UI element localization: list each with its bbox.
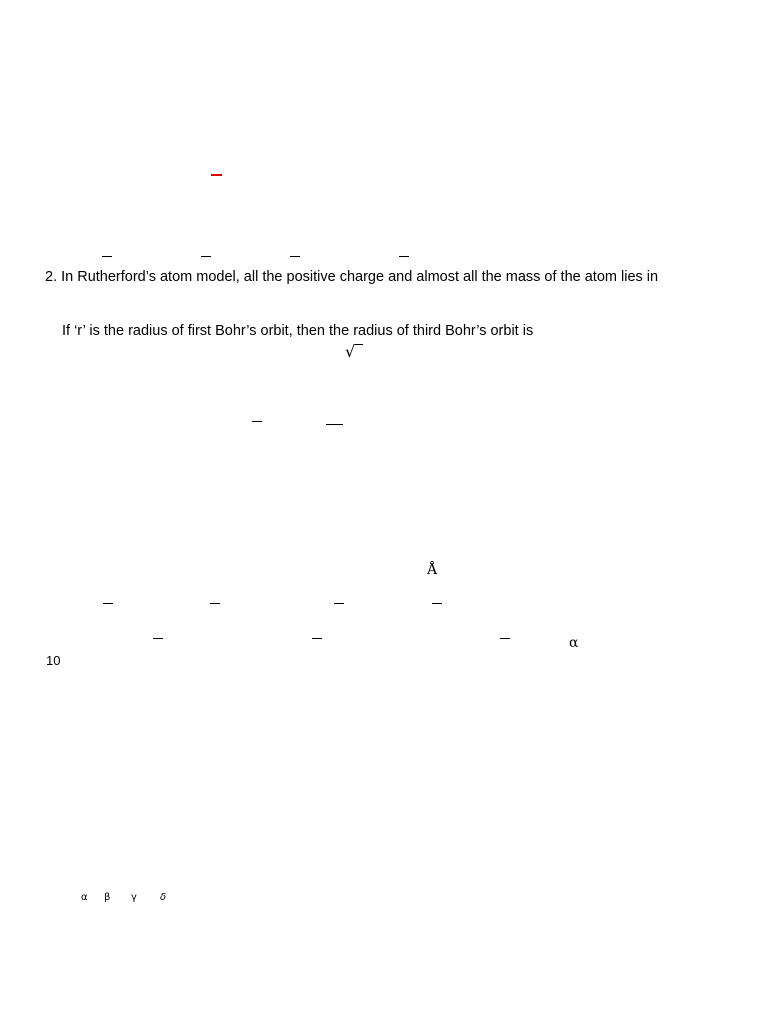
fraction-bar	[312, 638, 322, 639]
fraction-bar	[334, 603, 344, 604]
question-2-text: 2. In Rutherford’s atom model, all the positive charge and almost all the mass of the atom lies in	[45, 269, 659, 285]
fraction-bar	[290, 256, 300, 257]
greek-gamma: γ	[131, 892, 137, 903]
number-ten: 10	[46, 653, 61, 668]
fraction-bar	[326, 424, 343, 425]
fraction-bar	[153, 638, 163, 639]
fraction-bar	[103, 603, 113, 604]
fraction-bar	[432, 603, 442, 604]
fraction-bar	[500, 638, 510, 639]
greek-alpha: α	[81, 892, 88, 903]
fraction-bar	[399, 256, 409, 257]
square-root-symbol: √	[345, 342, 356, 361]
square-root-overline	[355, 344, 363, 345]
fraction-bar	[102, 256, 112, 257]
greek-beta: β	[104, 892, 111, 903]
fraction-bar	[252, 421, 262, 422]
fraction-bar	[210, 603, 220, 604]
fraction-bar	[201, 256, 211, 257]
alpha-symbol: α	[569, 635, 579, 651]
red-fraction-bar	[211, 174, 222, 176]
question-3-text: If ‘r’ is the radius of first Bohr’s orbit, then the radius of third Bohr’s orbit is	[62, 323, 534, 339]
greek-delta: δ	[160, 892, 167, 903]
angstrom-symbol: Å	[427, 562, 438, 578]
